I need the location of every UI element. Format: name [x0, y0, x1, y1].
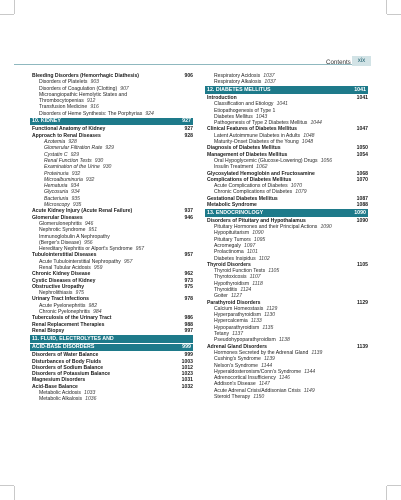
toc-entry-title: Acute Adrenal Crisis/Addisonian Crisis 1149	[214, 387, 315, 394]
toc-entry-title: Glycosuria 934	[44, 189, 80, 196]
toc-entry-title: Glomerular Diseases	[32, 214, 83, 221]
toc-entry-title: Etiopathogenesis of Type 1	[214, 107, 276, 114]
toc-entry-title: Goiter 1127	[214, 293, 242, 300]
toc-entry-page: 962	[184, 271, 193, 278]
toc-entry-inline-page: 1124	[240, 286, 252, 293]
toc-entry-title: Hypothyroidism 1118	[214, 280, 263, 287]
toc-entry-title: Thyroid Disorders	[207, 261, 251, 268]
toc-entry-title: Bacteriuria 935	[44, 195, 80, 202]
toc-entry-page: 927	[184, 126, 193, 133]
toc-entry-page: 1105	[356, 261, 368, 268]
toc-entry-inline-page: 1079	[295, 189, 307, 196]
toc-entry-inline-page: 1044	[310, 120, 322, 127]
toc-entry-title: 12. DIABETES MELLITUS	[207, 86, 271, 93]
toc-entry-title: Respiratory Acidosis 1037	[214, 73, 275, 79]
toc-entry-inline-page: 1048	[301, 139, 314, 146]
toc-entry-title: Renal Replacement Therapies	[32, 321, 105, 328]
toc-entry-title: Tuberculosis of the Urinary Tract	[32, 315, 112, 322]
toc-entry-title: Functional Anatomy of Kidney	[32, 126, 106, 133]
toc-entry-page: 1047	[356, 126, 368, 133]
toc-entry-inline-page: 1118	[252, 280, 263, 287]
page-header	[0, 40, 401, 70]
toc-entry-inline-page: 1095	[253, 236, 266, 243]
toc-entry-inline-page: 929	[105, 145, 114, 152]
crop-mark	[0, 485, 14, 486]
toc-entry-inline-page: 1135	[262, 324, 274, 331]
toc-entry-page: 1023	[181, 371, 193, 378]
toc-entry-title: Management of Diabetes Mellitus	[207, 151, 288, 158]
toc-entry-title: Metabolic Syndrome	[207, 202, 257, 209]
toc-entry-inline-page: 1107	[249, 274, 261, 281]
toc-entry-title: Pathogenesis of Type 2 Diabetes Mellitus 1044	[214, 120, 322, 127]
toc-entry-inline-page: 935	[71, 195, 80, 202]
toc-entry-page: 1012	[181, 364, 193, 371]
toc-entry-page: 1090	[354, 209, 366, 216]
toc-entry-title: Maturity-Onset Diabetes of the Young 1048	[214, 139, 314, 146]
crop-mark	[387, 14, 401, 15]
toc-entry-title: Glycosylated Hemoglobin and Fructosamine	[207, 170, 315, 177]
toc-entry-title: Tetany 1137	[214, 331, 244, 338]
toc-entry-page: 988	[184, 321, 193, 328]
chapter-heading[interactable]	[205, 209, 368, 217]
toc-entry-inline-page: 956	[84, 239, 93, 246]
toc-entry-title: Hormones Secreted by the Adrenal Gland 1139	[214, 349, 323, 356]
toc-entry-title: Cushing's Syndrome 1139	[214, 356, 275, 363]
toc-entry-inline-page: 1043	[255, 113, 268, 120]
toc-entry-title: Obstructive Uropathy	[32, 283, 85, 290]
toc-entry-page: 978	[184, 296, 193, 303]
toc-entry-page: 986	[184, 315, 193, 322]
chapter-heading[interactable]	[30, 344, 193, 352]
toc-entry-page: 927	[182, 118, 191, 125]
toc-entry-inline-page: 1149	[303, 387, 315, 394]
toc-entry-inline-page: 1127	[230, 293, 242, 300]
toc-entry-page: 1087	[356, 195, 368, 202]
toc-entry-title: Acute Tubulointerstitial Nephropathy 957	[39, 258, 133, 265]
toc-entry-title: Diagnosis of Diabetes Mellitus	[207, 145, 281, 152]
toc-entry-title: Adrenocortical Insufficiency 1146	[214, 375, 290, 382]
toc-entry-inline-page: 1101	[246, 249, 258, 256]
toc-entry-title: Chronic Complications of Diabetes 1079	[214, 189, 307, 196]
toc-entry-page: 997	[184, 327, 193, 334]
toc-entry-inline-page: 1147	[258, 381, 270, 388]
toc-entry-inline-page: 932	[85, 176, 95, 183]
toc-entry-title: Microalbuminuria 932	[44, 176, 95, 183]
toc-entry-inline-page: 916	[90, 104, 99, 111]
toc-entry-inline-page: 932	[71, 170, 81, 177]
toc-entry-inline-page: 959	[93, 265, 103, 271]
toc-entry-title: Disorders of Water Balance	[32, 352, 99, 359]
toc-entry-page: 1041	[356, 94, 368, 101]
toc-entry-page: 1139	[356, 343, 368, 350]
toc-entry-title: Thyroiditis 1124	[214, 286, 252, 293]
toc-entry-inline-page: 903	[90, 79, 100, 86]
toc-entry-title: Clinical Features of Diabetes Mellitus	[207, 126, 298, 133]
toc-entry-page: 1003	[181, 358, 193, 365]
toc-entry-title: Urinary Tract Infections	[32, 296, 89, 303]
toc-entry-title: Classification and Etiology 1041	[214, 101, 288, 108]
toc-entry-page: 1054	[356, 151, 368, 158]
crop-mark	[386, 486, 387, 500]
toc-entry-inline-page: 1048	[303, 132, 315, 139]
crop-mark	[14, 486, 15, 500]
toc-entry-title: Acromegaly 1097	[214, 242, 256, 249]
toc-entry-inline-page: 946	[84, 220, 94, 227]
toc-entry-inline-page: 951	[88, 227, 98, 234]
toc-entry-inline-page: 975	[75, 290, 85, 297]
toc-entry-inline-page: 1139	[311, 349, 323, 356]
toc-entry-title: Proteinuria 932	[44, 170, 81, 177]
toc-entry-inline-page: 935	[72, 202, 82, 209]
toc-entry-page: 1031	[181, 377, 193, 384]
toc-entry-page: 999	[182, 344, 191, 351]
toc-entry-title: Hyperparathyroidism 1130	[214, 312, 276, 319]
toc-entry-inline-page: 1090	[320, 224, 332, 231]
toc-right-column	[205, 73, 368, 400]
toc-entry-title: Hematuria 934	[44, 183, 80, 190]
toc-entry-title: Disorders of Potassium Balance	[32, 371, 111, 378]
toc-entry-title: Introduction	[207, 94, 237, 101]
toc-entry-title: Nelson's Syndrome 1144	[214, 362, 273, 369]
toc-entry-inline-page: 957	[123, 258, 133, 265]
toc-entry-inline-page: 934	[71, 189, 80, 196]
toc-entry-inline-page: 1056	[320, 157, 333, 164]
toc-entry-title: Insulin Treatment 1062	[214, 164, 268, 171]
toc-entry-title: Hypopituitarism 1090	[214, 230, 264, 237]
toc-entry-inline-page: 1037	[264, 79, 276, 86]
toc-subsection[interactable]	[30, 396, 193, 402]
toc-entry-title: Acid-Base Balance	[32, 383, 78, 390]
toc-entry-title: Pseudohypoparathyroidism 1138	[214, 337, 290, 344]
toc-entry-inline-page: 1129	[266, 305, 278, 312]
toc-entry-inline-page: 1138	[278, 337, 290, 344]
toc-entry-page: 937	[184, 208, 193, 215]
toc-subsection[interactable]	[205, 394, 368, 400]
toc-entry-inline-page: 1036	[85, 396, 97, 403]
toc-entry-page: 1090	[356, 217, 368, 224]
toc-entry-title: Gestational Diabetes Mellitus	[207, 195, 278, 202]
toc-entry-inline-page: 930	[94, 157, 104, 164]
toc-entry-inline-page: 982	[88, 302, 98, 309]
chapter-heading[interactable]	[205, 86, 368, 94]
toc-entry-title: Steroid Therapy 1150	[214, 394, 265, 401]
toc-entry-title: Latent Autoimmune Diabetes in Adults 1048	[214, 132, 315, 139]
toc-entry-inline-page: 1041	[276, 101, 288, 108]
chapter-heading[interactable]	[30, 335, 193, 343]
crop-mark	[0, 14, 14, 15]
toc-entry-inline-page: 1144	[304, 368, 316, 375]
toc-entry-title: Parathyroid Disorders	[207, 299, 261, 306]
toc-entry-title: Disorders of Pituitary and Hypothalamus	[207, 217, 306, 224]
toc-entry-title: Hypoparathyroidism 1135	[214, 324, 274, 331]
toc-entry-title: Disorders of Coagulation (Clotting) 907	[39, 85, 129, 92]
toc-entry-page: 906	[184, 73, 193, 79]
toc-entry-title: Bleeding Disorders (Hemorrhagic Diathesis)	[32, 73, 139, 79]
toc-entry-title: Transfusion Medicine 916	[39, 104, 99, 111]
toc-entry-title: ACID-BASE DISORDERS	[32, 344, 95, 351]
toc-entry-title: Adrenal Gland Disorders	[207, 343, 268, 350]
toc-entry-title: Glomerular Filtration Rate 929	[44, 145, 114, 152]
toc-entry-inline-page: 1062	[256, 164, 268, 171]
toc-entry-title: Diabetes Mellitus 1043	[214, 113, 268, 120]
toc-section[interactable]	[205, 202, 368, 208]
toc-entry-title: Immunoglobulin A Nephropathy	[39, 233, 110, 240]
toc-entry-title: Examination of the Urine 930	[44, 164, 112, 171]
toc-section[interactable]	[30, 328, 193, 334]
toc-entry-title: Acute Pyelonephritis 982	[39, 302, 98, 309]
toc-entry-inline-page: 930	[102, 164, 112, 171]
header-rule	[14, 64, 371, 65]
toc-entry-inline-page: 924	[145, 110, 154, 117]
toc-entry-title: Chronic Pyelonephritis 984	[39, 309, 102, 316]
toc-entry-title: Approach to Renal Diseases	[32, 132, 101, 139]
toc-entry-page: 1070	[356, 176, 368, 183]
toc-entry-inline-page: 957	[135, 246, 145, 253]
toc-entry-title: Thrombocytopenias 912	[39, 98, 96, 105]
toc-entry-title: Microscopy 935	[44, 202, 82, 209]
toc-entry-inline-page: 1130	[264, 312, 276, 319]
toc-entry-title: Respiratory Alkalosis 1037	[214, 79, 276, 86]
toc-entry-page: 957	[184, 252, 193, 259]
toc-entry-title: Diabetes Insipidus 1102	[214, 255, 270, 262]
toc-entry-inline-page: 984	[93, 309, 102, 316]
toc-entry-inline-page: 934	[70, 183, 80, 190]
toc-entry-title: Pituitary Hormones and their Principal Actions 1090	[214, 224, 332, 231]
toc-entry-title: Glomerulonephritis 946	[39, 220, 94, 227]
page-number: xix	[352, 56, 371, 66]
toc-entry-inline-page: 907	[120, 85, 129, 92]
toc-entry-page: 1088	[356, 202, 368, 209]
toc-entry-title: Metabolic Alkalosis 1036	[39, 396, 97, 403]
toc-entry-title: Tubulointerstitial Diseases	[32, 252, 97, 259]
toc-entry-inline-page: 1146	[279, 375, 290, 382]
toc-entry-inline-page: 1097	[244, 242, 256, 249]
toc-entry-title: Disorders of Sodium Balance	[32, 364, 104, 371]
toc-entry-title: Complications of Diabetes Mellitus	[207, 176, 292, 183]
toc-entry-title: (Berger's Disease) 956	[39, 239, 93, 246]
toc-entry-title: Thyrotoxicosis 1107	[214, 274, 261, 281]
crop-mark	[387, 485, 401, 486]
toc-entry-title: Calcium Homeostasis 1129	[214, 305, 278, 312]
toc-entry-inline-page: 1139	[263, 356, 275, 363]
crop-mark	[386, 0, 387, 14]
toc-entry-inline-page: 1102	[258, 255, 270, 262]
toc-entry-page: 928	[184, 132, 193, 139]
toc-entry-page: 973	[184, 277, 193, 284]
toc-entry-page: 1041	[354, 86, 366, 93]
toc-entry-title: Acute Complications of Diabetes 1070	[214, 183, 303, 190]
toc-entry-title: Pituitary Tumors 1095	[214, 236, 266, 243]
toc-entry-inline-page: 1133	[250, 318, 262, 325]
toc-entry-inline-page: 1033	[84, 390, 96, 397]
toc-entry-title: Microangiopathic Hemolytic States and	[39, 91, 128, 98]
toc-entry-title: Disorders of Heme Synthesis: The Porphyrias 924	[39, 110, 154, 117]
running-head: Contents	[326, 59, 351, 66]
toc-entry-title: Prolactinoma 1101	[214, 249, 258, 256]
toc-entry-title: 13. ENDOCRINOLOGY	[207, 209, 264, 216]
toc-entry-page: 975	[184, 283, 193, 290]
toc-entry-inline-page: 929	[70, 151, 80, 158]
toc-entry-title: 10. KIDNEY	[32, 118, 61, 125]
toc-entry-title: Oral Hypoglycemic (Glucose-Lowering) Drugs 1056	[214, 157, 333, 164]
toc-subsection[interactable]	[30, 111, 193, 117]
crop-mark	[14, 0, 15, 14]
toc-entry-title: Renal Function Tests 930	[44, 157, 104, 164]
toc-entry-title: Thyroid Function Tests 1105	[214, 268, 280, 275]
toc-entry-inline-page: 1037	[263, 73, 275, 79]
toc-entry-title: 11. FLUID, ELECTROLYTES AND	[32, 335, 114, 342]
toc-entry-title: Cystic Diseases of Kidney	[32, 277, 96, 284]
toc-entry-title: Nephrolithiasis 975	[39, 290, 85, 297]
toc-entry-title: Hypercalcemia 1133	[214, 318, 262, 325]
toc-entry-title: Hereditary Nephritis or Alport's Syndrome 957	[39, 246, 145, 253]
toc-entry-inline-page: 1105	[268, 268, 280, 275]
toc-entry-page: 1129	[356, 299, 368, 306]
toc-entry-title: Magnesium Disorders	[32, 377, 86, 384]
toc-entry-inline-page: 1150	[253, 394, 265, 401]
toc-entry-title: Chronic Kidney Disease	[32, 271, 91, 278]
toc-entry-title: Addison's Disease 1147	[214, 381, 270, 388]
toc-entry-title: Disorders of Platelets 903	[39, 79, 100, 86]
toc-entry-inline-page: 1090	[252, 230, 264, 237]
toc-entry-title: Nephrotic Syndrome 951	[39, 227, 98, 234]
toc-entry-title: Renal Tubular Acidosis 959	[39, 265, 103, 271]
toc-entry-inline-page: 1070	[290, 183, 303, 190]
toc-entry-title: Azotemia 928	[44, 139, 77, 146]
toc-entry-inline-page: 912	[86, 98, 96, 105]
toc-entry-page: 1050	[356, 145, 368, 152]
toc-entry-inline-page: 928	[68, 139, 77, 146]
toc-entry-title: Disturbances of Body Fluids	[32, 358, 102, 365]
toc-entry-page: 999	[184, 352, 193, 359]
toc-entry-title: Acute Kidney Injury (Acute Renal Failure)	[32, 208, 133, 215]
toc-entry-title: Metabolic Acidosis 1033	[39, 390, 96, 397]
toc-entry-inline-page: 1144	[261, 362, 273, 369]
toc-subsection[interactable]	[205, 79, 368, 85]
toc-entry-title: Hyperaldosteronism/Conn's Syndrome 1144	[214, 368, 316, 375]
toc-entry-page: 1032	[181, 383, 193, 390]
toc-entry-page: 946	[184, 214, 193, 221]
toc-entry-page: 1068	[356, 170, 368, 177]
toc-entry-inline-page: 1137	[232, 331, 244, 338]
toc-entry-title: Renal Biopsy	[32, 327, 65, 334]
chapter-heading[interactable]	[30, 118, 193, 126]
toc-entry-title: Cystatin C 929	[44, 151, 80, 158]
toc-left-column	[30, 73, 193, 403]
